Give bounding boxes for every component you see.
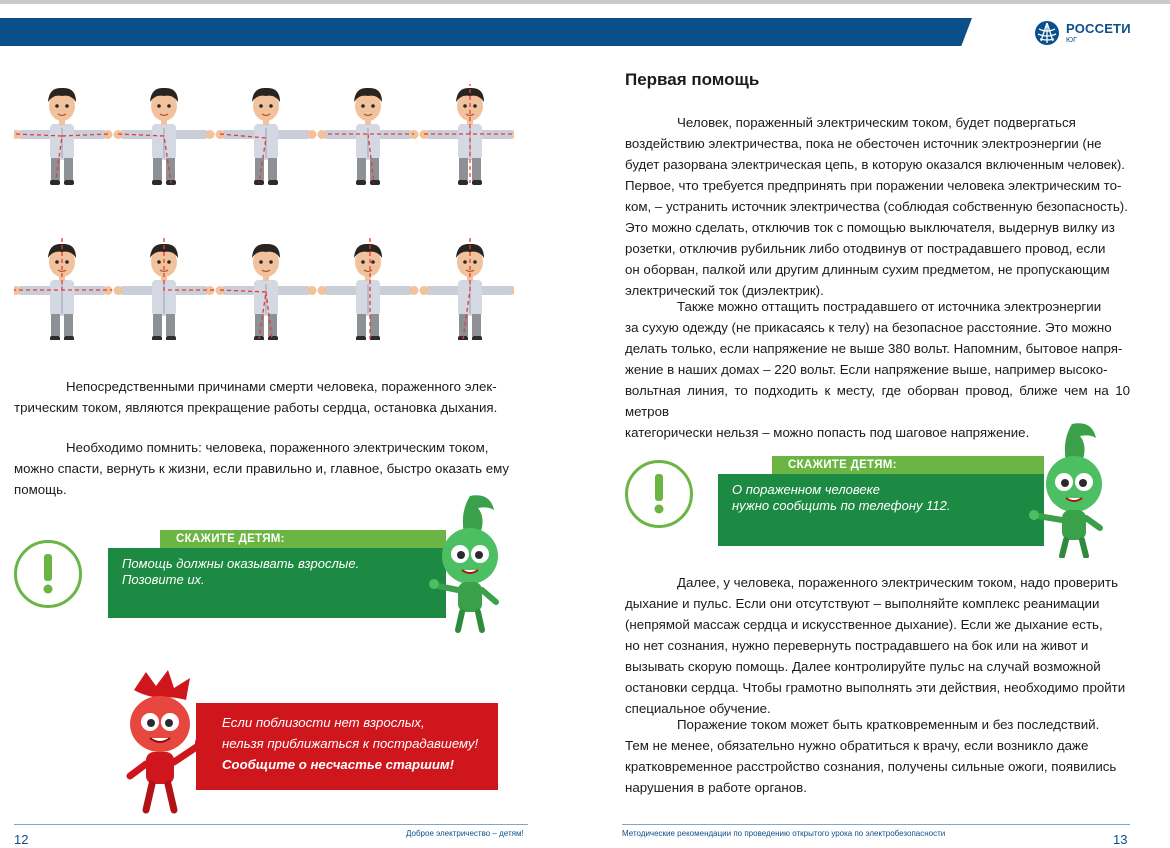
current-path-figures <box>14 84 514 340</box>
exclamation-icon <box>625 460 693 528</box>
right-paragraph-1: Человек, пораженный электрическим током, будет подвергаться воздействию электричества, пока не обесточен источник электроэнергии (не будет разорвана электрическая цепь, в которую оказался включенным человек). Первое, что требуется предпринять при поражении человека электрическим то- ком, – устранить источник электричества (соблюдая собственную безопасность). Это можно сделать, отключив ток с помощью выключателя, выдернув вилку из розетки, отключив рубильник либо отодвинув от пострадавшего провод, если он оборван, палкой или другим длинным сухим предметом, не пропускающим электрический ток (диэлектрик). <box>625 115 1128 298</box>
left-footer-line <box>14 824 528 825</box>
rosseti-logo-icon <box>1034 20 1060 46</box>
tell-children-box: Помощь должны оказывать взрослые. Позовите их. <box>108 548 446 618</box>
left-paragraph-1: Непосредственными причинами смерти человека, пораженного элек- трическим током, являются прекращение работы сердца, остановка дыхания. <box>14 379 498 415</box>
footer-title-right: Методические рекомендации по проведению открытого урока по электробезопасности <box>622 829 946 838</box>
tell-children-box: О пораженном человеке нужно сообщить по телефону 112. <box>718 474 1044 546</box>
right-paragraph-3: Далее, у человека, пораженного электрическим током, надо проверить дыхание и пульс. Если они отсутствуют – выполняйте комплекс реанимации (непрямой массаж сердца и искусственное дыхание). Если же дыхание есть, но нет сознания, нужно перевернуть пострадавшего на бок или на живот и вызывать скорую помощь. Далее контролируйте пульс на случай возможной остановки сердца. Чтобы грамотно выполнять эти действия, необходимо пройти специальное обучение. <box>625 575 1126 716</box>
green-mascot-illustration <box>420 494 510 634</box>
exclamation-icon <box>14 540 82 608</box>
top-border <box>0 0 1170 4</box>
warning-box <box>196 703 498 790</box>
green-mascot-illustration <box>1022 422 1112 558</box>
page-number-right: 13 <box>1113 832 1128 847</box>
logo-subtitle: ЮГ <box>1066 37 1077 44</box>
tell-children-label: СКАЖИТЕ ДЕТЯМ: <box>160 530 446 548</box>
rosseti-logo <box>1034 18 1154 48</box>
header-band <box>0 18 972 46</box>
logo-name: РОССЕТИ <box>1066 21 1131 36</box>
right-footer-line <box>622 824 1130 825</box>
warning-line-1: Если поблизости нет взрослых, <box>222 715 425 730</box>
footer-title-left: Доброе электричество – детям! <box>406 829 524 838</box>
left-paragraph-2: Необходимо помнить: человека, пораженного электрическим током, можно спасти, вернуть к жизни, если правильно и, главное, быстро оказать ему помощь. <box>14 440 510 497</box>
page-number-left: 12 <box>14 832 29 847</box>
tell-children-label: СКАЖИТЕ ДЕТЯМ: <box>772 456 1044 474</box>
right-paragraph-4: Поражение током может быть кратковременным и без последствий. Тем не менее, обязательно нужно обратиться к врачу, если возникло даже кратковременное расстройство сознания, получены сильные ожоги, появились нарушения в работе органов. <box>625 717 1117 795</box>
page-title: Первая помощь <box>625 70 760 89</box>
right-paragraph-2: Также можно оттащить пострадавшего от источника электроэнергии за сухую одежду (не прикасаясь к телу) на безопасное расстояние. Это можно делать только, если напряжение не выше 380 вольт. Напомним, бытовое напря- жение в наших домах – 220 вольт. Если напряжение выше, например высоко- вольтная линия, то подходить к месту, где оборван провод, ближе чем на 10 метров категорически нельзя – можно попасть под шаговое напряжение. <box>625 299 1130 440</box>
warning-line-3: Сообщите о несчастье старшим! <box>222 757 455 772</box>
warning-line-2: нельзя приближаться к пострадавшему! <box>222 736 479 751</box>
